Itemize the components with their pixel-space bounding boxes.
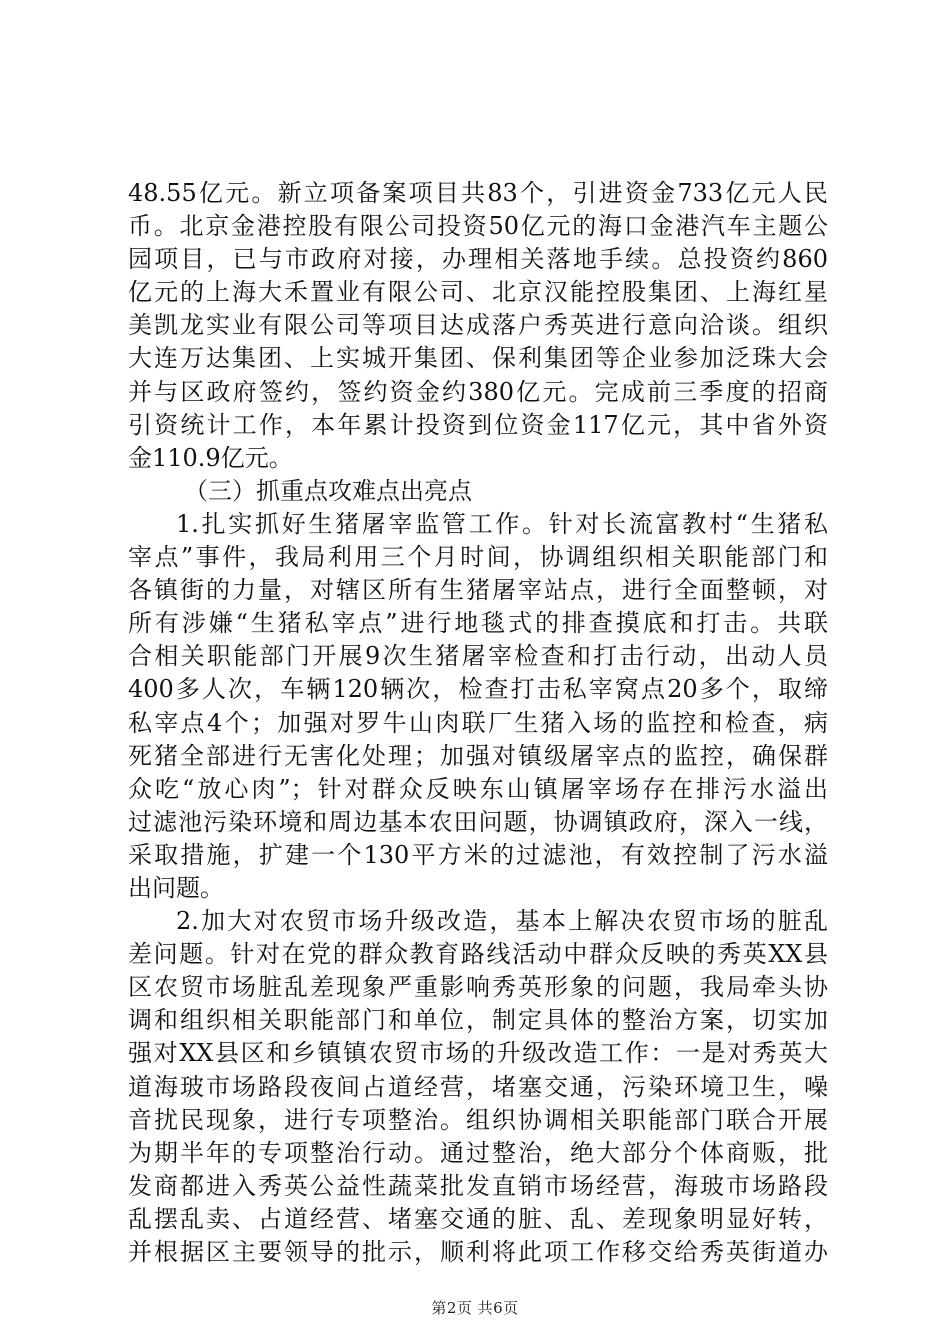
text-line: 调和组织相关职能部门和单位，制定具体的整治方案，切实加 xyxy=(128,1006,828,1035)
text-line: 大连万达集团、上实城开集团、保利集团等企业参加泛珠大会 xyxy=(128,344,828,373)
text-line: 宰点”事件，我局利用三个月时间，协调组织相关职能部门和 xyxy=(128,543,828,572)
document-body xyxy=(128,177,828,1269)
text-line: 强对XX县区和乡镇镇农贸市场的升级改造工作：一是对秀英大 xyxy=(128,1039,828,1068)
text-line: 道海玻市场路段夜间占道经营，堵塞交通，污染环境卫生，噪 xyxy=(128,1072,828,1101)
text-line: 乱摆乱卖、占道经营、堵塞交通的脏、乱、差现象明显好转， xyxy=(128,1204,828,1233)
text-line: 为期半年的专项整治行动。通过整治，绝大部分个体商贩，批 xyxy=(128,1138,828,1167)
text-line: 发商都进入秀英公益性蔬菜批发直销市场经营，海玻市场路段 xyxy=(128,1171,828,1200)
text-line: 并与区政府签约，签约资金约380亿元。完成前三季度的招商 xyxy=(128,377,828,406)
text-line: 出问题。 xyxy=(128,873,224,902)
text-line: 币。北京金港控股有限公司投资50亿元的海口金港汽车主题公 xyxy=(128,212,828,241)
text-line: 差问题。针对在党的群众教育路线活动中群众反映的秀英XX县 xyxy=(128,940,828,969)
text-line: 亿元的上海大禾置业有限公司、北京汉能控股集团、上海红星 xyxy=(128,278,828,307)
text-line: 金110.9亿元。 xyxy=(128,443,293,472)
section-heading: （三）抓重点攻难点出亮点 xyxy=(184,476,472,505)
text-line: 园项目，已与市政府对接，办理相关落地手续。总投资约860 xyxy=(128,245,828,274)
text-line: 过滤池污染环境和周边基本农田问题，协调镇政府，深入一线， xyxy=(128,807,828,836)
text-line: 所有涉嫌“生猪私宰点”进行地毯式的排查摸底和打击。共联 xyxy=(128,609,828,638)
text-line: 引资统计工作，本年累计投资到位资金117亿元，其中省外资 xyxy=(128,410,828,439)
page-footer: 第2页 共6页 xyxy=(431,1299,519,1317)
text-line: 并根据区主要领导的批示，顺利将此项工作移交给秀英街道办 xyxy=(128,1238,828,1266)
text-line: 众吃“放心肉”；针对群众反映东山镇屠宰场存在排污水溢出 xyxy=(128,774,828,803)
text-line: 私宰点4个；加强对罗牛山肉联厂生猪入场的监控和检查，病 xyxy=(128,708,828,737)
text-line: 美凯龙实业有限公司等项目达成落户秀英进行意向洽谈。组织 xyxy=(128,311,828,340)
text-line: 48.55亿元。新立项备案项目共83个，引进资金733亿元人民 xyxy=(128,179,828,207)
text-line: 1.扎实抓好生猪屠宰监管工作。针对长流富教村“生猪私 xyxy=(176,509,828,538)
text-line: 400多人次，车辆120辆次，检查打击私宰窝点20多个，取缔 xyxy=(128,675,828,704)
text-line: 区农贸市场脏乱差现象严重影响秀英形象的问题，我局牵头协 xyxy=(128,973,828,1002)
text-line: 各镇街的力量，对辖区所有生猪屠宰站点，进行全面整顿，对 xyxy=(128,576,828,605)
text-line: 死猪全部进行无害化处理；加强对镇级屠宰点的监控，确保群 xyxy=(128,741,828,770)
text-line: 合相关职能部门开展9次生猪屠宰检查和打击行动，出动人员 xyxy=(128,642,828,671)
text-line: 2.加大对农贸市场升级改造，基本上解决农贸市场的脏乱 xyxy=(176,907,828,936)
text-line: 采取措施，扩建一个130平方米的过滤池，有效控制了污水溢 xyxy=(128,840,828,869)
text-line: 音扰民现象，进行专项整治。组织协调相关职能部门联合开展 xyxy=(128,1105,828,1134)
